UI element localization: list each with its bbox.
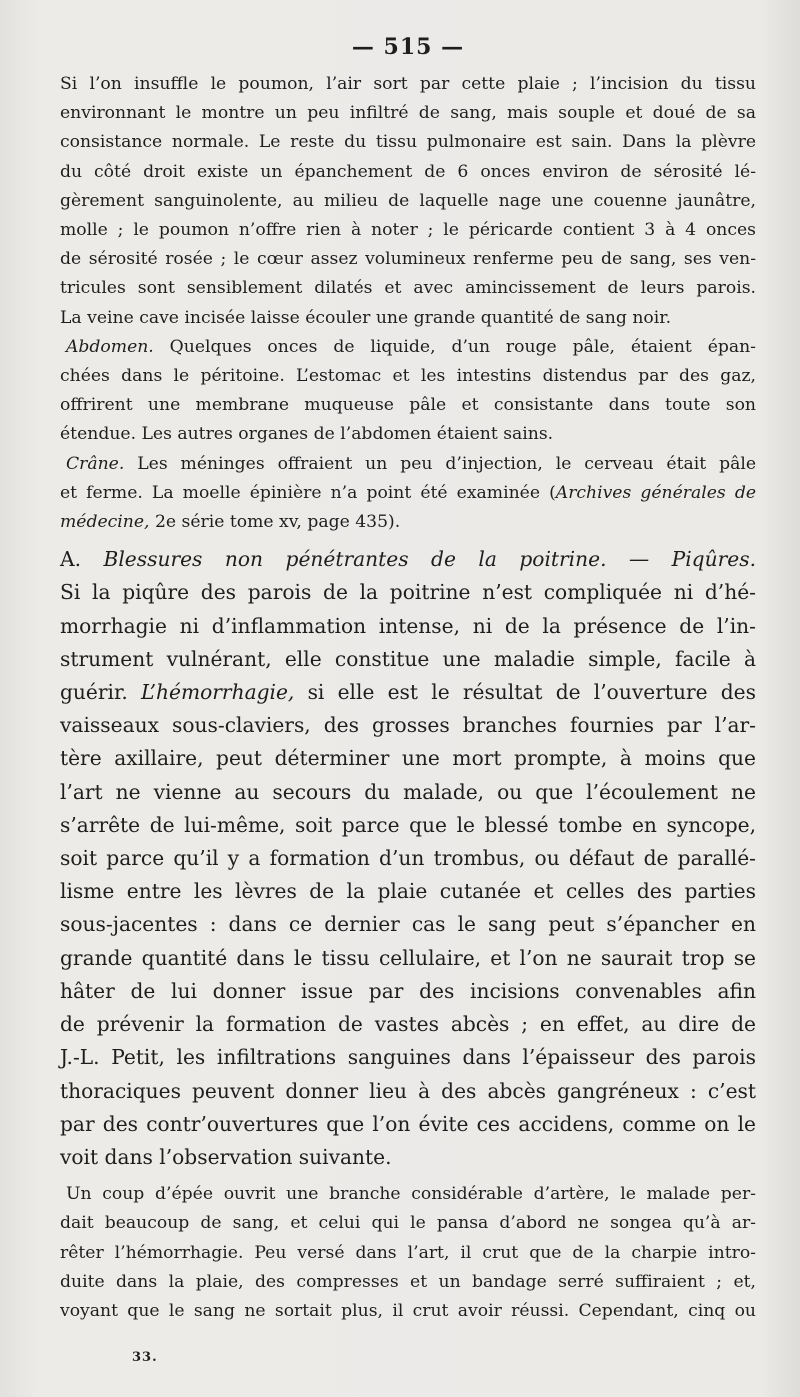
text-line: Si la piqûre des parois de la poitrine n’est compliquée ni d’hé-: [60, 580, 756, 605]
section-title: Blessures non pénétrantes de la poitrine. — Piqûres.: [103, 547, 756, 572]
text-line: duite dans la plaie, des compresses et un bandage serré suffiraient ; et,: [60, 1271, 756, 1292]
text-line: molle ; le poumon n’offre rien à noter ; le péricarde contient 3 à 4 onces: [60, 220, 756, 241]
text-line: l’art ne vienne au secours du malade, ou que l’écoulement ne: [60, 779, 756, 804]
text-line: de prévenir la formation de vastes abcès ; en effet, au dire de: [60, 1012, 756, 1037]
text-line: La veine cave incisée laisse écouler une grande quantité de sang noir.: [60, 307, 672, 328]
abdomen-paragraph: [60, 333, 756, 450]
text-line: soit parce qu’il y a formation d’un trombus, ou défaut de parallé-: [60, 846, 756, 871]
text-line: hâter de lui donner issue par des incisions convenables afin: [60, 978, 756, 1003]
text-line: [60, 333, 756, 362]
reference-title-cont: médecine,: [60, 512, 150, 533]
abdomen-label: Abdomen.: [66, 336, 154, 357]
text-line: s’arrête de lui-même, soit parce que le blessé tombe en syncope,: [60, 812, 756, 837]
text-line: tère axillaire, peut déterminer une mort prompte, à moins que: [60, 746, 756, 771]
text-fragment: Les méninges offraient un peu d’injection, le cerveau était pâle: [124, 453, 756, 474]
text-fragment: Quelques onces de liquide, d’un rouge pâle, étaient épan-: [153, 336, 756, 357]
text-line: thoraciques peuvent donner lieu à des abcès gangréneux : c’est: [60, 1078, 756, 1103]
text-line: vaisseaux sous-claviers, des grosses branches fournies par l’ar-: [60, 713, 756, 738]
text-line: étendue. Les autres organes de l’abdomen étaient sains.: [60, 424, 554, 445]
text-line: [60, 450, 756, 479]
observation-paragraph: [60, 1180, 756, 1326]
signature-mark: 33.: [132, 1350, 158, 1365]
text-line: voyant que le sang ne sortait plus, il crut avoir réussi. Cependant, cinq ou: [60, 1300, 756, 1321]
text-line: sous-jacentes : dans ce dernier cas le sang peut s’épancher en: [60, 912, 756, 937]
text-line: voit dans l’observation suivante.: [60, 1144, 392, 1169]
text-fragment: guérir.: [60, 680, 142, 705]
crane-paragraph: [60, 450, 756, 538]
text-line: strument vulnérant, elle constitue une maladie simple, facile à: [60, 646, 756, 671]
text-line: tricules sont sensiblement dilatés et avec amincissement de leurs parois.: [60, 278, 756, 299]
text-line: dait beaucoup de sang, et celui qui le pansa d’abord ne songea qu’à ar-: [60, 1213, 756, 1234]
reference-title: Archives générales de: [555, 482, 756, 503]
text-line: [60, 676, 756, 709]
text-line: chées dans le péritoine. L’estomac et les intestins distendus par des gaz,: [60, 366, 756, 387]
section-a-paragraph: [60, 543, 756, 1174]
reference-detail: 2e série tome xv, page 435).: [149, 512, 401, 533]
text-line: Si l’on insuffle le poumon, l’air sort par cette plaie ; l’incision du tissu: [60, 74, 756, 94]
section-letter: A.: [60, 547, 81, 572]
text-line: par des contr’ouvertures que l’on évite ces accidens, comme on le: [60, 1111, 756, 1136]
text-line: offrirent une membrane muqueuse pâle et consistante dans toute son: [60, 395, 756, 416]
text-line: gèrement sanguinolente, au milieu de laquelle nage une couenne jaunâtre,: [60, 190, 756, 211]
autopsy-thorax-paragraph: [60, 70, 756, 333]
text-line: Un coup d’épée ouvrit une branche considérable d’artère, le malade per-: [66, 1184, 756, 1205]
text-line: rêter l’hémorrhagie. Peu versé dans l’art, il crut que de la charpie intro-: [60, 1242, 756, 1263]
page-number: — 515 —: [351, 34, 465, 60]
text-line: grande quantité dans le tissu cellulaire, et l’on ne saurait trop se: [60, 945, 756, 970]
text-fragment: et ferme. La moelle épinière n’a point été examinée (: [60, 482, 556, 503]
text-fragment: si elle est le résultat de l’ouverture des: [294, 680, 756, 705]
text-line: [60, 508, 756, 537]
text-line: morrhagie ni d’inflammation intense, ni de la présence de l’in-: [60, 613, 756, 638]
text-line: environnant le montre un peu infiltré de sang, mais souple et doué de sa: [60, 103, 756, 124]
text-line: consistance normale. Le reste du tissu pulmonaire est sain. Dans la plèvre: [60, 132, 756, 153]
text-line: de sérosité rosée ; le cœur assez volumineux renferme peu de sang, ses ven-: [60, 249, 756, 270]
crane-label: Crâne.: [66, 453, 125, 474]
text-line: J.-L. Petit, les infiltrations sanguines dans l’épaisseur des parois: [60, 1045, 756, 1070]
text-line: lisme entre les lèvres de la plaie cutanée et celles des parties: [60, 879, 756, 904]
text-line: du côté droit existe un épanchement de 6 onces environ de sérosité lé-: [60, 161, 756, 182]
emphasis: L’hémorrhagie,: [141, 680, 295, 705]
section-heading: [60, 543, 756, 576]
text-line: [60, 479, 756, 508]
